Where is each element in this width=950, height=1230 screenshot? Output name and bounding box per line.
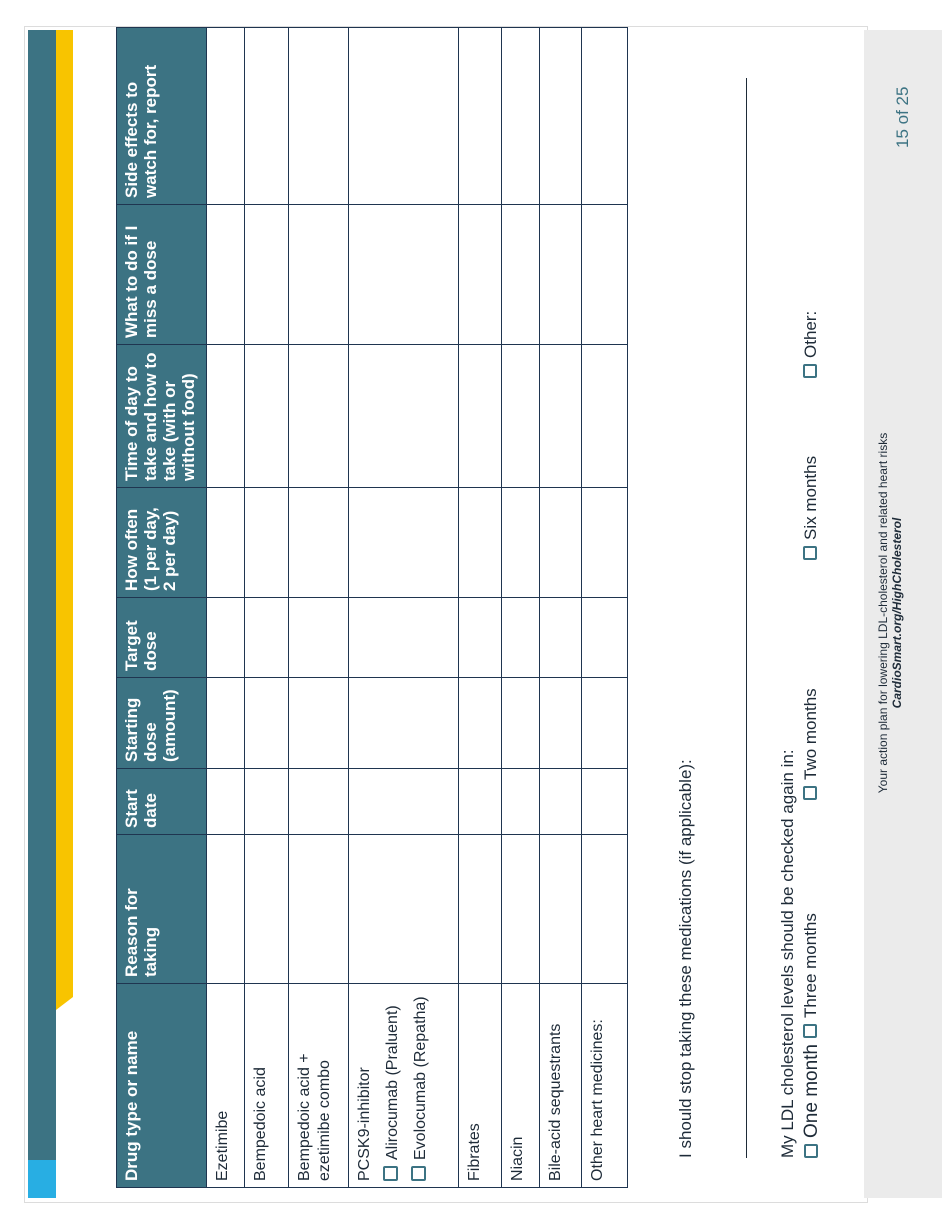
cell[interactable]: [349, 598, 459, 678]
cell[interactable]: [502, 28, 540, 205]
header-time-of-day: Time of day to take and how to take (with or without food): [117, 345, 207, 488]
cell[interactable]: [245, 769, 289, 835]
cell[interactable]: [349, 488, 459, 598]
cell[interactable]: [540, 598, 582, 678]
cell[interactable]: [540, 345, 582, 488]
cell[interactable]: [459, 678, 502, 769]
option-label: Two months: [801, 688, 820, 780]
checkbox-icon[interactable]: [383, 1166, 398, 1181]
cell[interactable]: [245, 835, 289, 984]
cell[interactable]: [245, 488, 289, 598]
header-target-dose: Target dose: [117, 598, 207, 678]
cell[interactable]: [459, 488, 502, 598]
drug-name: Niacin: [502, 984, 540, 1188]
header-reason: Reason for taking: [117, 835, 207, 984]
table-row: [349, 28, 459, 1188]
drug-name-pcsk9: [349, 984, 459, 1188]
cell[interactable]: [502, 205, 540, 345]
cell[interactable]: [207, 345, 245, 488]
cell[interactable]: [582, 678, 628, 769]
header-missed-dose: What to do if I miss a dose: [117, 205, 207, 345]
cell[interactable]: [289, 345, 349, 488]
option-label: One month: [801, 1044, 822, 1138]
option-label: Three months: [801, 913, 820, 1018]
option-evolocumab[interactable]: [411, 990, 431, 1181]
option-two-months[interactable]: [801, 688, 821, 800]
drug-name: Ezetimibe: [207, 984, 245, 1188]
drug-name: Fibrates: [459, 984, 502, 1188]
cell[interactable]: [582, 205, 628, 345]
cell[interactable]: [349, 28, 459, 205]
option-three-months[interactable]: [801, 913, 821, 1038]
cell[interactable]: [207, 769, 245, 835]
cell[interactable]: [207, 598, 245, 678]
cell[interactable]: [540, 678, 582, 769]
cell[interactable]: [459, 345, 502, 488]
option-other[interactable]: [801, 311, 821, 378]
decorative-bar-yellow: [56, 30, 73, 1010]
footer-tagline: Your action plan for lowering LDL-cholesterol and related heart risks: [876, 432, 890, 794]
table-header-row: [117, 28, 207, 1188]
cell[interactable]: [207, 488, 245, 598]
cell[interactable]: [582, 769, 628, 835]
option-six-months[interactable]: [801, 456, 821, 560]
cell[interactable]: [289, 769, 349, 835]
decorative-bar-blue: [28, 1160, 56, 1198]
cell[interactable]: [540, 205, 582, 345]
cell[interactable]: [289, 598, 349, 678]
header-drug-type: Drug type or name: [117, 984, 207, 1188]
write-in-line[interactable]: [746, 78, 747, 1158]
checkbox-icon[interactable]: [803, 1024, 817, 1038]
cell[interactable]: [502, 835, 540, 984]
rotated-page-content: [116, 28, 946, 1198]
footer: [876, 28, 904, 1198]
cell[interactable]: [459, 205, 502, 345]
cell[interactable]: [207, 28, 245, 205]
table-row: [582, 28, 628, 1188]
option-label: Evolocumab (Repatha): [412, 996, 429, 1160]
cell[interactable]: [289, 488, 349, 598]
cell[interactable]: [502, 488, 540, 598]
option-one-month[interactable]: [801, 1044, 823, 1158]
cell[interactable]: [502, 769, 540, 835]
table-row: [207, 28, 245, 1188]
cell[interactable]: [459, 598, 502, 678]
cell[interactable]: [245, 205, 289, 345]
table-row: [459, 28, 502, 1188]
drug-name: Other heart medicines:: [582, 984, 628, 1188]
cell[interactable]: [540, 28, 582, 205]
cell[interactable]: [502, 345, 540, 488]
decorative-bar-teal: [28, 30, 56, 1160]
cell[interactable]: [245, 28, 289, 205]
cell[interactable]: [245, 345, 289, 488]
drug-name: Bempedoic acid + ezetimibe combo: [289, 984, 349, 1188]
cell[interactable]: [289, 835, 349, 984]
cell[interactable]: [349, 205, 459, 345]
cell[interactable]: [207, 205, 245, 345]
cell[interactable]: [289, 205, 349, 345]
recheck-prompt: My LDL cholesterol levels should be checked again in:: [778, 749, 797, 1158]
table-row: [245, 28, 289, 1188]
option-label: Six months: [801, 455, 820, 540]
stop-medications-prompt: I should stop taking these medications (if applicable):: [676, 759, 695, 1158]
cell[interactable]: [207, 835, 245, 984]
cell[interactable]: [582, 598, 628, 678]
cell[interactable]: [207, 678, 245, 769]
page-number: 15 of 25: [893, 86, 912, 148]
cell[interactable]: [349, 835, 459, 984]
drug-name: PCSK9-inhibitor: [356, 1067, 373, 1181]
cell[interactable]: [459, 28, 502, 205]
cell[interactable]: [289, 678, 349, 769]
cell[interactable]: [540, 488, 582, 598]
drug-name: Bempedoic acid: [245, 984, 289, 1188]
cell[interactable]: [245, 678, 289, 769]
checkbox-icon[interactable]: [803, 546, 817, 560]
cell[interactable]: [502, 598, 540, 678]
cell[interactable]: [289, 28, 349, 205]
header-start-date: Start date: [117, 769, 207, 835]
table-row: [289, 28, 349, 1188]
cell[interactable]: [349, 345, 459, 488]
checkbox-icon[interactable]: [804, 1144, 818, 1158]
table-row: [540, 28, 582, 1188]
checkbox-icon[interactable]: [803, 364, 817, 378]
cell[interactable]: [349, 769, 459, 835]
option-label: Alirocumab (Praluent): [384, 1005, 401, 1160]
cell[interactable]: [502, 678, 540, 769]
drug-name: Bile-acid sequestrants: [540, 984, 582, 1188]
cell[interactable]: [349, 678, 459, 769]
cell[interactable]: [540, 835, 582, 984]
table-row: [502, 28, 540, 1188]
cell[interactable]: [582, 835, 628, 984]
footer-site-link[interactable]: CardioSmart.org/HighCholesterol: [890, 517, 904, 709]
medication-table: [116, 27, 628, 1188]
header-side-effects: Side effects to watch for, report: [117, 28, 207, 205]
option-alirocumab[interactable]: [383, 990, 403, 1181]
cell[interactable]: [245, 598, 289, 678]
cell[interactable]: [540, 769, 582, 835]
cell[interactable]: [582, 28, 628, 205]
option-label: Other:: [801, 310, 820, 358]
cell[interactable]: [582, 488, 628, 598]
cell[interactable]: [459, 769, 502, 835]
cell[interactable]: [582, 345, 628, 488]
cell[interactable]: [459, 835, 502, 984]
header-starting-dose: Starting dose (amount): [117, 678, 207, 769]
header-how-often: How often (1 per day, 2 per day): [117, 488, 207, 598]
checkbox-icon[interactable]: [803, 786, 817, 800]
checkbox-icon[interactable]: [411, 1166, 426, 1181]
